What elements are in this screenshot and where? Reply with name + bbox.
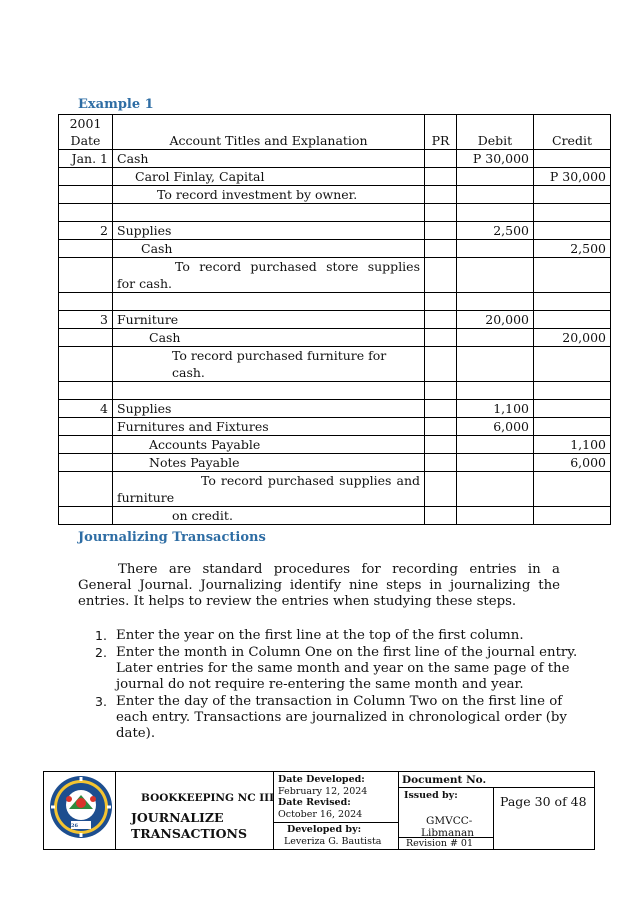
cell-pr [425, 454, 457, 472]
cell-debit [457, 382, 534, 400]
header-pr: PR [425, 115, 457, 150]
cell-pr [425, 400, 457, 418]
table-row [59, 454, 611, 472]
cell-pr [425, 418, 457, 436]
cell-pr [425, 472, 457, 507]
cell-account: Accounts Payable [113, 436, 425, 454]
issued-by-line1: GMVCC- [426, 815, 473, 827]
cell-date: 2 [59, 222, 113, 240]
cell-debit [457, 258, 534, 293]
list-item [95, 694, 588, 742]
cell-date [59, 293, 113, 311]
cell-credit [534, 382, 611, 400]
cell-date [59, 240, 113, 258]
cell-credit [534, 150, 611, 168]
cell-pr [425, 240, 457, 258]
cell-date [59, 186, 113, 204]
cell-debit [457, 293, 534, 311]
cell-account: Notes Payable [113, 454, 425, 472]
issued-by-line2: Libmanan [421, 827, 475, 839]
cell-pr [425, 347, 457, 382]
table-row [59, 258, 611, 293]
cell-date [59, 347, 113, 382]
cell-debit: 2,500 [457, 222, 534, 240]
cell-account: Carol Finlay, Capital [113, 168, 425, 186]
cell-date [59, 472, 113, 507]
cell-account: Supplies [113, 400, 425, 418]
table-row [59, 472, 611, 507]
table-row [59, 186, 611, 204]
table-row [59, 418, 611, 436]
step-text: Enter the day of the transaction in Column Two on the first line of each entry. Transactions are journalized in chronological order (by date). [116, 694, 567, 741]
course-name: BOOKKEEPING NC III [141, 792, 274, 804]
table-row [59, 150, 611, 168]
cell-pr [425, 168, 457, 186]
cell-debit [457, 204, 534, 222]
table-row [59, 204, 611, 222]
steps-list [78, 628, 588, 743]
header-date [59, 115, 113, 150]
table-row [59, 347, 611, 382]
issued-by-label: Issued by: [404, 790, 458, 801]
cell-credit [534, 400, 611, 418]
intro-paragraph [78, 562, 560, 610]
cell-debit [457, 168, 534, 186]
table-row [59, 311, 611, 329]
header-debit: Debit [457, 115, 534, 150]
cell-pr [425, 222, 457, 240]
cell-credit [534, 204, 611, 222]
table-row [59, 222, 611, 240]
cell-debit [457, 472, 534, 507]
cell-pr [425, 258, 457, 293]
cell-pr [425, 436, 457, 454]
table-row [59, 240, 611, 258]
page-number: Page 30 of 48 [500, 794, 587, 809]
cell-credit [534, 472, 611, 507]
cell-credit: 20,000 [534, 329, 611, 347]
cell-credit [534, 311, 611, 329]
cell-debit [457, 454, 534, 472]
header-account: Account Titles and Explanation [113, 115, 425, 150]
table-row [59, 168, 611, 186]
cell-account [113, 204, 425, 222]
cell-date: 4 [59, 400, 113, 418]
table-row [59, 507, 611, 525]
document-no-label: Document No. [402, 774, 487, 786]
cell-date [59, 258, 113, 293]
cell-account [113, 382, 425, 400]
cell-date [59, 168, 113, 186]
step-number: 1. [95, 628, 107, 643]
cell-date [59, 204, 113, 222]
cell-pr [425, 329, 457, 347]
step-number: 3. [95, 694, 107, 709]
cell-pr [425, 204, 457, 222]
cell-debit: 6,000 [457, 418, 534, 436]
cell-pr [425, 382, 457, 400]
cell-account: To record purchased furniture for cash. [113, 347, 425, 382]
header-year: 2001 [69, 116, 102, 131]
cell-debit [457, 507, 534, 525]
cell-debit [457, 329, 534, 347]
cell-account [113, 293, 425, 311]
cell-debit [457, 347, 534, 382]
table-row [59, 382, 611, 400]
cell-date: Jan. 1 [59, 150, 113, 168]
date-revised-value: October 16, 2024 [278, 809, 363, 820]
table-row [59, 329, 611, 347]
cell-debit: 1,100 [457, 400, 534, 418]
developed-by-label: Developed by: [287, 824, 362, 835]
module-title-line1: JOURNALIZE [131, 810, 224, 825]
cell-date [59, 436, 113, 454]
paragraph-text: There are standard procedures for recording entries in a General Journal. Journalizing identify nine steps in journalizing the entries. It helps to review the entries when studying these steps. [78, 562, 560, 609]
cell-account: Cash [113, 150, 425, 168]
step-number: 2. [95, 645, 107, 660]
cell-debit [457, 186, 534, 204]
developed-by-value: Leveriza G. Bautista [284, 836, 382, 847]
table-row [59, 400, 611, 418]
date-developed-label: Date Developed: [278, 774, 365, 785]
cell-pr [425, 507, 457, 525]
school-seal-logo [49, 775, 113, 839]
header-credit: Credit [534, 115, 611, 150]
cell-credit [534, 418, 611, 436]
cell-credit: 6,000 [534, 454, 611, 472]
header-date-label: Date [70, 133, 101, 148]
date-developed-value: February 12, 2024 [278, 786, 368, 797]
cell-date [59, 507, 113, 525]
cell-account: Supplies [113, 222, 425, 240]
cell-account: To record investment by owner. [113, 186, 425, 204]
logo-number: 26 [71, 823, 78, 829]
list-item [95, 645, 588, 693]
cell-account: Cash [113, 240, 425, 258]
cell-credit [534, 293, 611, 311]
cell-pr [425, 186, 457, 204]
example-title: Example 1 [78, 97, 154, 112]
step-text: Enter the month in Column One on the first line of the journal entry. Later entries for the same month and year on the same page of the journal do not require re-entering the same month and year. [116, 645, 578, 692]
cell-pr [425, 311, 457, 329]
cell-account: Cash [113, 329, 425, 347]
cell-date [59, 418, 113, 436]
cell-pr [425, 150, 457, 168]
cell-credit [534, 186, 611, 204]
cell-credit: 2,500 [534, 240, 611, 258]
revision-number: Revision # 01 [406, 838, 474, 849]
cell-date: 3 [59, 311, 113, 329]
cell-date [59, 329, 113, 347]
cell-credit [534, 222, 611, 240]
document-footer [43, 771, 595, 850]
cell-debit [457, 436, 534, 454]
date-revised-label: Date Revised: [278, 797, 351, 808]
cell-date [59, 454, 113, 472]
table-row [59, 436, 611, 454]
cell-account: Furniture [113, 311, 425, 329]
module-title [131, 810, 247, 842]
cell-account: To record purchased supplies and furniture [113, 472, 425, 507]
cell-credit [534, 507, 611, 525]
list-item [95, 628, 588, 644]
table-header-row [59, 115, 611, 150]
cell-date [59, 382, 113, 400]
section-title: Journalizing Transactions [78, 530, 266, 545]
journal-table [58, 114, 611, 525]
cell-account: To record purchased store supplies for cash. [113, 258, 425, 293]
cell-debit [457, 240, 534, 258]
cell-credit [534, 347, 611, 382]
cell-credit [534, 258, 611, 293]
module-title-line2: TRANSACTIONS [131, 826, 247, 841]
cell-credit: 1,100 [534, 436, 611, 454]
cell-debit: P 30,000 [457, 150, 534, 168]
cell-pr [425, 293, 457, 311]
table-row [59, 293, 611, 311]
cell-debit: 20,000 [457, 311, 534, 329]
step-text: Enter the year on the first line at the top of the first column. [116, 628, 524, 643]
cell-account: Furnitures and Fixtures [113, 418, 425, 436]
cell-credit: P 30,000 [534, 168, 611, 186]
cell-account: on credit. [113, 507, 425, 525]
